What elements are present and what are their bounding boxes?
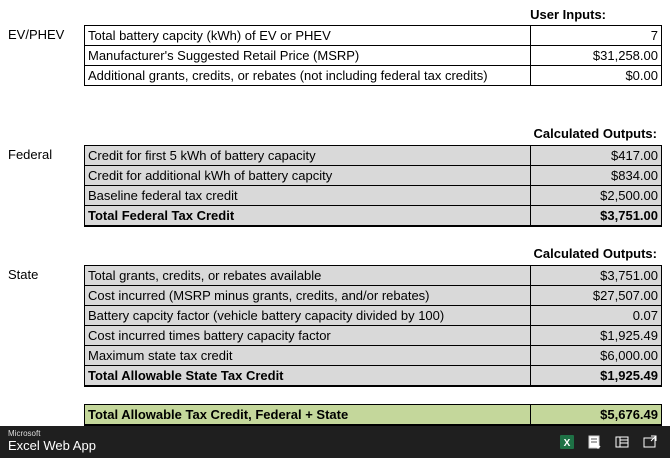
cell-value[interactable]: $6,000.00 [531, 346, 662, 366]
grand-total-value[interactable]: $5,676.49 [531, 405, 662, 426]
total-federal-label[interactable]: Total Federal Tax Credit [85, 206, 531, 227]
user-inputs-table [84, 25, 662, 86]
grand-total-table [84, 404, 662, 426]
total-federal-value[interactable]: $3,751.00 [531, 206, 662, 227]
table-row [85, 26, 662, 46]
state-table [84, 265, 662, 387]
table-row [85, 266, 662, 286]
grand-total-label[interactable]: Total Allowable Tax Credit, Federal + State [85, 405, 531, 426]
fullscreen-icon[interactable] [641, 433, 659, 451]
excel-web-app-footer [0, 426, 670, 458]
cell-label[interactable]: Cost incurred (MSRP minus grants, credits, and/or rebates) [85, 286, 531, 306]
cell-label[interactable]: Cost incurred times battery capacity factor [85, 326, 531, 346]
table-row [85, 186, 662, 206]
section-label-state: State [8, 267, 39, 282]
section-label-federal: Federal [8, 147, 53, 162]
federal-table [84, 145, 662, 227]
table-row [85, 286, 662, 306]
total-state-value[interactable]: $1,925.49 [531, 366, 662, 387]
svg-text:X: X [563, 438, 571, 449]
cell-value[interactable]: $834.00 [531, 166, 662, 186]
cell-label[interactable]: Maximum state tax credit [85, 346, 531, 366]
state-outputs-header: Calculated Outputs: [533, 246, 657, 261]
cell-value[interactable]: $27,507.00 [531, 286, 662, 306]
user-inputs-header: User Inputs: [530, 7, 606, 22]
table-row [85, 46, 662, 66]
total-state-label[interactable]: Total Allowable State Tax Credit [85, 366, 531, 387]
download-icon[interactable] [586, 433, 604, 451]
total-row [85, 366, 662, 387]
cell-label[interactable]: Manufacturer's Suggested Retail Price (MSRP) [85, 46, 531, 66]
cell-label[interactable]: Credit for first 5 kWh of battery capacity [85, 146, 531, 166]
sheet-view-icon[interactable] [613, 433, 631, 451]
cell-label[interactable]: Total battery capcity (kWh) of EV or PHEV [85, 26, 531, 46]
cell-label[interactable]: Additional grants, credits, or rebates (not including federal tax credits) [85, 66, 531, 86]
table-row [85, 326, 662, 346]
brand-microsoft: Microsoft [8, 429, 41, 438]
cell-value[interactable]: $2,500.00 [531, 186, 662, 206]
excel-icon[interactable] [558, 433, 576, 451]
battery-capacity-input[interactable]: 7 [531, 26, 662, 46]
additional-grants-input[interactable]: $0.00 [531, 66, 662, 86]
cell-label[interactable]: Total grants, credits, or rebates available [85, 266, 531, 286]
table-row [85, 66, 662, 86]
table-row [85, 346, 662, 366]
brand-excel-web-app: Excel Web App [8, 438, 96, 453]
cell-value[interactable]: $417.00 [531, 146, 662, 166]
cell-value[interactable]: $1,925.49 [531, 326, 662, 346]
msrp-input[interactable]: $31,258.00 [531, 46, 662, 66]
cell-label[interactable]: Baseline federal tax credit [85, 186, 531, 206]
total-row [85, 206, 662, 227]
table-row [85, 146, 662, 166]
grand-total-row [85, 405, 662, 426]
cell-value[interactable]: 0.07 [531, 306, 662, 326]
section-label-ev-phev: EV/PHEV [8, 27, 65, 42]
cell-value[interactable]: $3,751.00 [531, 266, 662, 286]
cell-label[interactable]: Credit for additional kWh of battery capcity [85, 166, 531, 186]
federal-outputs-header: Calculated Outputs: [533, 126, 657, 141]
cell-label[interactable]: Battery capcity factor (vehicle battery capacity divided by 100) [85, 306, 531, 326]
table-row [85, 306, 662, 326]
table-row [85, 166, 662, 186]
